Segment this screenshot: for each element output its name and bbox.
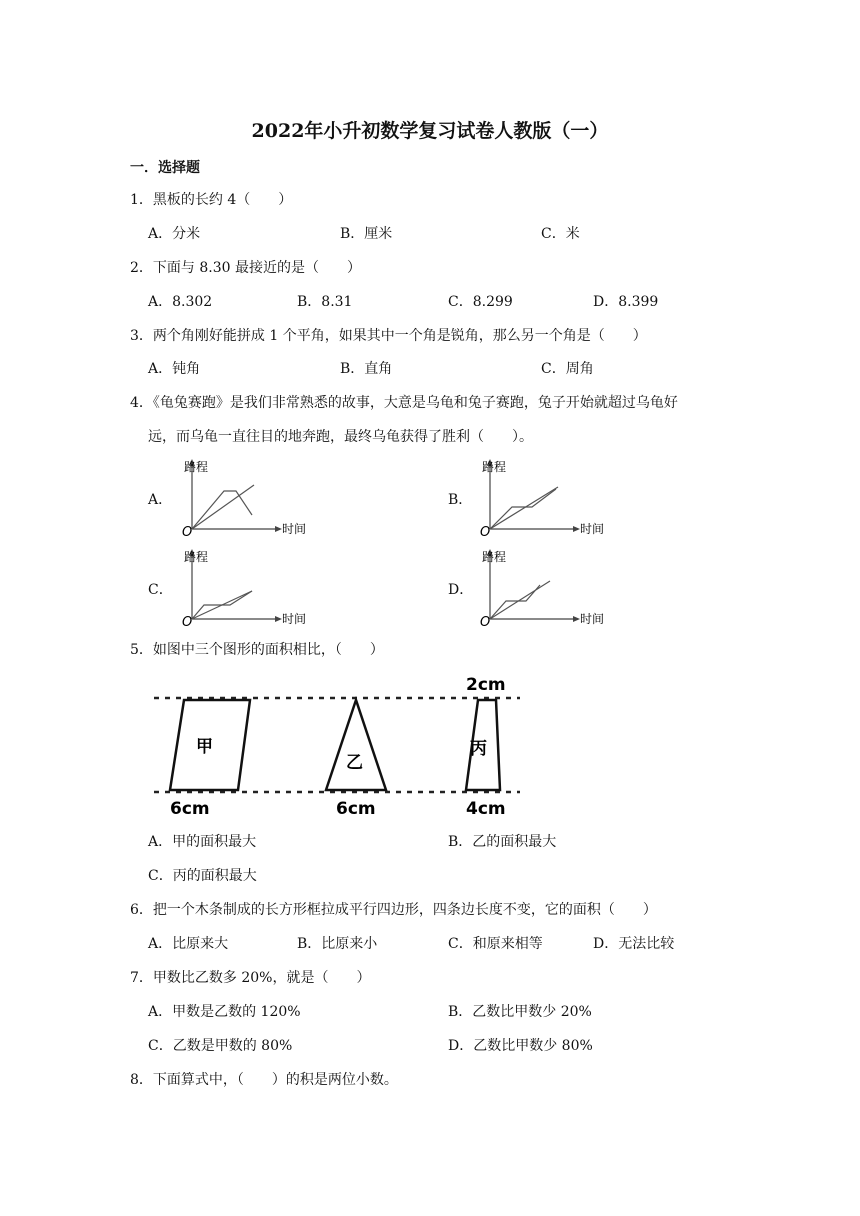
q6-option-c: C．和原来相等 [448, 936, 543, 952]
q4-option-d: D． [448, 582, 474, 598]
question-2: 2．下面与 8.30 最接近的是（ ） [130, 260, 361, 276]
q6-option-b: B．比原来小 [297, 936, 378, 952]
q4-option-a: A． [148, 492, 173, 508]
q3-option-b: B．直角 [340, 361, 393, 377]
graph-ylabel: 路程 [184, 460, 209, 474]
base-label-2: 6cm [336, 799, 376, 819]
shape-yi-label: 乙 [346, 753, 363, 773]
page-title: 2022年小升初数学复习试卷人教版（一） [251, 120, 609, 142]
q2-option-c: C．8.299 [448, 294, 513, 310]
graph-xlabel: 时间 [282, 612, 307, 626]
q3-option-c: C．周角 [541, 361, 594, 377]
q2-option-d: D．8.399 [593, 294, 659, 310]
question-1: 1．黑板的长约 4（ ） [130, 192, 293, 208]
q7-option-d: D．乙数比甲数少 80% [448, 1038, 593, 1054]
question-3: 3．两个角刚好能拼成 1 个平角，如果其中一个角是锐角，那么另一个角是（ ） [130, 328, 647, 344]
q1-option-a: A．分米 [148, 226, 201, 242]
q7-option-c: C．乙数是甲数的 80% [148, 1038, 293, 1054]
graph-xlabel: 时间 [580, 522, 605, 536]
graph-origin: O [480, 615, 491, 630]
q7-option-b: B．乙数比甲数少 20% [448, 1004, 592, 1020]
section-heading: 一．选择题 [130, 160, 200, 176]
graph-origin: O [182, 615, 193, 630]
q4-graph-d [470, 545, 610, 630]
top-label-3: 2cm [466, 675, 506, 695]
q2-option-b: B．8.31 [297, 294, 353, 310]
q2-option-a: A．8.302 [148, 294, 213, 310]
q4-graph-a [172, 455, 312, 540]
question-5: 5．如图中三个图形的面积相比，（ ） [130, 642, 384, 658]
q6-option-d: D．无法比较 [593, 936, 675, 952]
shape-jia-label: 甲 [196, 737, 213, 757]
q4-option-c: C． [148, 582, 173, 598]
q6-option-a: A．比原来大 [148, 936, 229, 952]
question-4-line-1: 4．《龟兔赛跑》是我们非常熟悉的故事，大意是乌龟和兔子赛跑，兔子开始就超过乌龟好 [130, 395, 678, 411]
q4-graph-c [172, 545, 312, 630]
graph-ylabel: 路程 [482, 460, 507, 474]
q1-option-b: B．厘米 [340, 226, 393, 242]
graph-ylabel: 路程 [184, 550, 209, 564]
q1-option-c: C．米 [541, 226, 580, 242]
graph-origin: O [182, 525, 193, 540]
shape-yi [326, 700, 386, 790]
graph-origin: O [480, 525, 491, 540]
question-6: 6．把一个木条制成的长方形框拉成平行四边形，四条边长度不变，它的面积（ ） [130, 902, 657, 918]
question-8: 8．下面算式中，（ ）的积是两位小数。 [130, 1072, 398, 1088]
q5-option-c: C．丙的面积最大 [148, 868, 257, 884]
q5-figure [150, 670, 530, 822]
q4-graph-b [470, 455, 610, 540]
base-label-3: 4cm [466, 799, 506, 819]
question-4-line-2: 远，而乌龟一直往目的地奔跑，最终乌龟获得了胜利（ ）。 [148, 429, 533, 445]
graph-ylabel: 路程 [482, 550, 507, 564]
graph-xlabel: 时间 [282, 522, 307, 536]
question-7: 7．甲数比乙数多 20%，就是（ ） [130, 970, 371, 986]
q5-option-b: B．乙的面积最大 [448, 834, 557, 850]
q3-option-a: A．钝角 [148, 361, 201, 377]
base-label-1: 6cm [170, 799, 210, 819]
q4-option-b: B． [448, 492, 473, 508]
q7-option-a: A．甲数是乙数的 120% [148, 1004, 301, 1020]
graph-xlabel: 时间 [580, 612, 605, 626]
shape-bing-label: 丙 [470, 739, 487, 759]
q5-option-a: A．甲的面积最大 [148, 834, 257, 850]
